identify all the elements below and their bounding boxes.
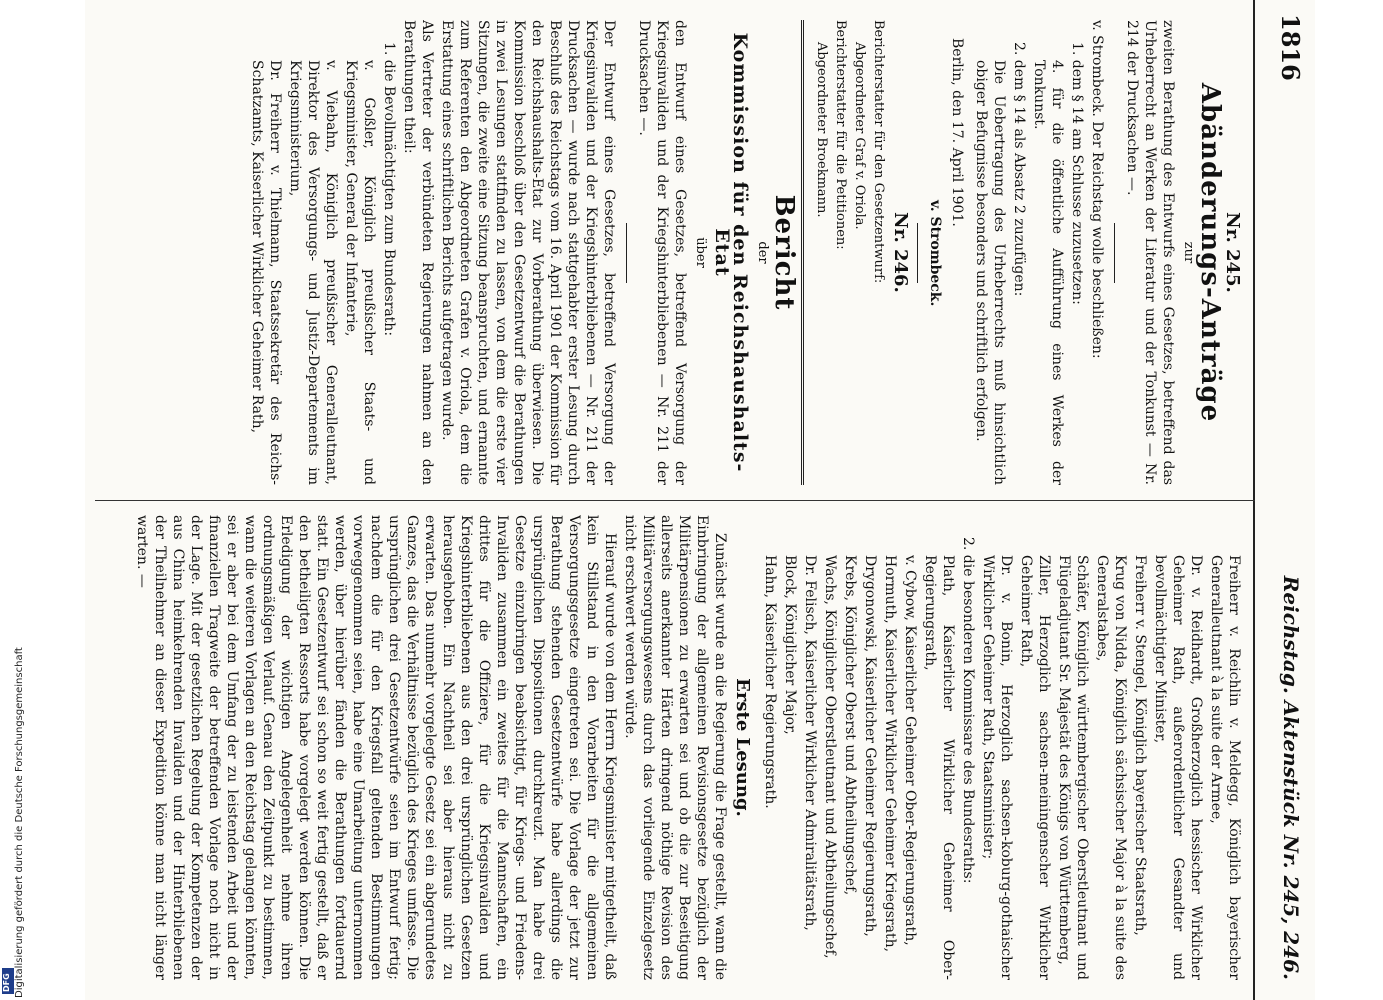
rapporteur-2-name: Abgeordneter Broekmann.: [814, 42, 829, 218]
right-column: [95, 515, 1245, 980]
rapporteur-2-label: Berichterstatter für die Petitionen:: [833, 20, 848, 250]
delegates-heading: 1. die Bevollmächtigten zum Bundesrath:: [381, 42, 397, 337]
left-column: [245, 20, 1245, 485]
commissioner-felisch: Dr. Felisch, Kaiserlicher Wirklicher Admiralitätsrath,: [802, 555, 818, 931]
commissioner-wachs: Wachs, Königlicher Oberstleutnant und Abtheilungschef,: [822, 555, 838, 959]
report-body-1: Der Entwurf eines Gesetzes, betreffend Versorgung der Kriegsinvaliden und der Kriegshinterbliebenen — Nr. 211 der Drucksachen — wurde nach stattgehabter erster Lesung durch Beschluß des Reichstags vom 16. April 1901 der Kommission für den Reichshaushalts-Etat zur Vorberathung überwiesen. Die Kommission beschloß über den Gesetzentwurf die Berathungen in zwei Lesungen stattfinden zu lassen, von dem die erste vier Sitzungen, die zweite eine Sitzung beanspruchten, und ernannte zum Referenten den Abgeordneten Grafen v. Oriola, dem die Erstattung eines schriftlichen Berichts aufgetragen wurde.: [439, 20, 617, 485]
commissioner-krebs: Krebs, Königlicher Oberst und Abtheilungschef,: [842, 555, 858, 896]
digitization-credit: Digitalisierung gefördert durch die Deutsche Forschungsgemeinschaft: [14, 647, 25, 998]
section-first-reading: Erste Lesung.: [732, 678, 753, 817]
commissioner-cybow: v. Cybow, Kaiserlicher Geheimer Ober-Regierungsrath,: [902, 555, 918, 946]
heading-commission: Kommission für den Reichshaushalts-Etat: [711, 32, 751, 473]
delegate-bonin: Dr. v. Bonin, Herzoglich sachsen-koburg-gothaischer Wirklicher Geheimer Rath, Staatsminister;: [980, 555, 1014, 980]
column-rule: [95, 500, 1255, 501]
label-ueber: über: [693, 237, 708, 268]
reading-body-2: Hierauf wurde von dem Herrn Kriegsminister mitgetheilt, daß kein Stillstand in den Vorarbeiten für die allgemeinen Versorgungsgesetze eingetreten sei. Die Vorlage der jetzt zur Berathung stehenden Gesetzentwürfe habe allerdings die ursprünglichen Dispositionen durchkreuzt. Man habe drei Gesetze einzubringen beabsichtigt, für Kriegs- und Friedens-Invaliden zusammen ein zweites für die Mannschaften, ein drittes für die Offiziere, für die Kriegsinvaliden und Kriegshinterbliebenen aus den drei ursprünglichen Gesetzen herausgehoben. Ein Nachtheil sei aber hieraus nicht zu erwarten. Das nunmehr vorgelegte Gesetz sei ein abgerundetes Ganzes, das die Verhältnisse bezüglich des Krieges umfasse. Die ursprünglichen drei Gesetzentwürfe seien im Entwurf fertig; nachdem die für den Kriegsfall geltenden Bestimmungen vorweggenommen seien, habe eine Umarbeitung unternommen werden, über hierüber fänden die Berathungen fortdauernd statt. Ein Gesetzentwurf sei schon so weit fertig gestellt, daß er den betheiligten Ressorts habe vorgelegt werden können. Die Erledigung der wichtigen Angelegenheit nehme ihren ordnungsmäßigen Verlauf. Genau den Zeitpunkt zu bestimmen, wann die weiteren Vorlagen an den Reichstag gelangen könnten, sei er aber bei dem Umfang der zu leistenden Arbeit und der finanziellen Tragweite der betreffenden Vorlage noch nicht in der Lage. Mit der gesetzlichen Regelung der Kompetenzen der aus China heimkehrenden Invaliden und der Hinterbliebenen der Theilnehmer an dieser Expedition könne man nicht länger warten. —: [134, 515, 618, 980]
motion-item-1b: 4. für die öffentliche Aufführung eines Werkes der Tonkunst.: [1031, 60, 1065, 485]
label-der: der: [755, 241, 770, 264]
commissioner-hahn: Hahn, Kaiserlicher Regierungsrath.: [762, 555, 778, 809]
motion-item-1: 1. dem § 14 am Schlusse zuzusetzen:: [1069, 42, 1085, 305]
motion-text: v. Strombeck. Der Reichstag wolle beschließen:: [1089, 20, 1105, 359]
motion-item-2b: Die Uebertragung des Urheberrechts muß hinsichtlich obiger Befugnisse besonders und schriftlich erfolgen.: [973, 60, 1007, 485]
short-rule-3: [626, 223, 627, 283]
delegate-krug: Krug von Nidda, Königlich sächsischer Major à la suite des Generalstabes,: [1094, 555, 1128, 980]
rapporteur-1-label: Berichterstatter für den Gesetzentwurf:: [871, 20, 886, 284]
delegate-thielmann: Dr. Freiherr v. Thielmann, Staatssekretär des Reichs-Schatzamts, Kaiserlicher Wirklicher Geheimer Rath,: [249, 60, 283, 485]
delegate-stengel: Freiherr v. Stengel, Königlich bayerischer Staatsrath,: [1132, 555, 1148, 936]
delegate-gossler: v. Goßler, Königlich preußischer Staats- und Kriegsminister, General der Infanterie,: [343, 60, 377, 485]
report-body-2: Als Vertreter der verbündeten Regierungen nahmen an den Berathungen theil:: [401, 20, 435, 485]
delegate-schaefer: Schäfer, Königlich württembergischer Oberstleutnant und Flügeladjutant Sr. Majestät des Königs von Württemberg,: [1056, 555, 1090, 980]
heading-report: Bericht: [769, 194, 799, 311]
commissioner-hormuth: Hormuth, Kaiserlicher Wirklicher Geheimer Kriegsrath,: [882, 555, 898, 953]
dfg-logo: DFG: [2, 968, 14, 994]
double-rule: [801, 20, 804, 485]
report-intro: den Entwurf eines Gesetzes, betreffend Versorgung der Kriegsinvaliden und der Kriegshinterbliebenen — Nr. 211 der Drucksachen —.: [636, 20, 688, 485]
commissioners-heading: 2. die besonderen Kommissare des Bundesraths:: [960, 537, 976, 884]
page-header: [1253, 0, 1315, 1000]
document-number-245: Nr. 245.: [1222, 212, 1243, 293]
delegate-reidhardt: Dr. v. Reidhardt, Großherzoglich hessischer Wirklicher Geheimer Rath, außerordentlicher Gesandter und bevollmächtigter Minister,: [1152, 555, 1204, 980]
page-number: 1816: [1276, 14, 1305, 81]
signature: v. Strombeck.: [927, 200, 943, 307]
short-rule-2: [917, 223, 918, 283]
commissioner-plath: Plath, Kaiserlicher Wirklicher Geheimer Ober-Regierungsrath,: [922, 555, 956, 980]
rotated-scan: [85, 0, 1315, 1000]
date-line: Berlin, den 17. April 1901.: [949, 38, 965, 227]
delegate-viebahn: v. Viebahn, Königlich preußischer Generalleutnant, Direktor des Versorgungs- und Justiz-Departements im Kriegsministerium,: [287, 60, 339, 485]
label-zur: zur: [1181, 241, 1196, 264]
digitization-sidebar: [0, 0, 25, 1000]
motion-item-2: 2. dem § 14 als Absatz 2 zuzufügen:: [1011, 42, 1027, 297]
heading-amendments: Abänderungs-Anträge: [1195, 82, 1225, 423]
short-rule: [1114, 223, 1115, 283]
document-number-246: Nr. 246.: [890, 212, 911, 293]
delegate-reichlin: Freiherr v. Reichlin v. Meldegg, Königlich bayerischer Generalleutnant à la suite der Armee,: [1208, 555, 1242, 980]
amendment-intro: zweiten Berathung des Entwurfs eines Gesetzes, betreffend das Urheberrecht an Werken der Literatur und der Tonkunst — Nr. 214 der Drucksachen —.: [1124, 20, 1176, 485]
delegate-ziller: Ziller, Herzoglich sachsen-meiningenscher Wirklicher Geheimer Rath,: [1018, 555, 1052, 980]
reading-body-1: Zunächst wurde an die Regierung die Frage gestellt, wann die Einbringung der allgemeinen Revisionsgesetze bezüglich der Militärpensionen zu erwarten sei und ob die zur Beseitigung allerseits anerkannter Härten dringend nöthige Revision des Militärversorgungswesens durch das vorliegende Einzelgesetz nicht erschwert werden würde.: [622, 515, 728, 980]
commissioner-block: Block, Königlicher Major,: [782, 555, 798, 735]
commissioner-drygonowski: Drygonowski, Kaiserlicher Geheimer Regierungsrath,: [862, 555, 878, 937]
running-title: Reichstag. Aktenstück Nr. 245, 246.: [1279, 575, 1303, 980]
rapporteur-1-name: Abgeordneter Graf v. Oriola.: [852, 42, 867, 230]
